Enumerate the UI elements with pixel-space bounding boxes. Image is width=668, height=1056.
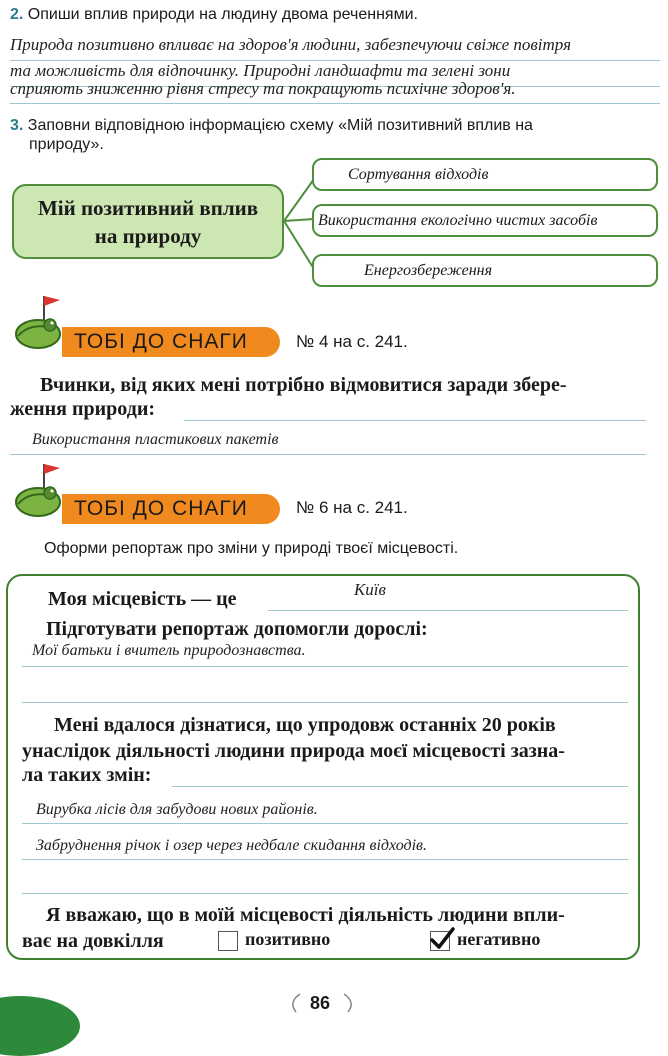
- snagy2-ref: № 6 на с. 241.: [296, 498, 408, 517]
- change-item-1: Вирубка лісів для забудови нових районів.: [36, 801, 318, 818]
- task3-question-line1: Заповни відповідною інформацією схему «Мій позитивний вплив на: [27, 117, 533, 134]
- diagram-branch-2[interactable]: [312, 204, 658, 237]
- task2-number: 2.: [10, 6, 24, 23]
- snagy1-answer: Використання пластикових пакетів: [32, 431, 279, 448]
- diagram-branch-1-text: Сортування відходів: [348, 166, 489, 183]
- opinion-line2: ває на довкілля: [22, 930, 164, 952]
- locality-value: Київ: [354, 580, 386, 599]
- changes-line3: ла таких змін:: [22, 764, 152, 786]
- diagram-center-line2: на природу: [94, 223, 202, 248]
- task2-answer-line-1: Природа позитивно впливає на здоров'я людини, забезпечуючи свіже повітря: [10, 35, 571, 54]
- task2-answer-line-3: сприяють зниженню рівня стресу та покращують психічне здоров'я.: [10, 79, 516, 98]
- snagy1-badge: ТОБІ ДО СНАГИ: [62, 327, 280, 357]
- positive-label: позитивно: [245, 929, 331, 949]
- changes-line1: Мені вдалося дізнатися, що упродовж останніх 20 років: [54, 714, 556, 736]
- page-number: 86: [310, 993, 331, 1013]
- snagy2-badge: ТОБІ ДО СНАГИ: [62, 494, 280, 524]
- diagram-center-box: [12, 184, 284, 259]
- snagy2-instruction: Оформи репортаж про зміни у природі твоєї місцевості.: [44, 540, 459, 557]
- negative-checkbox[interactable]: [430, 931, 450, 951]
- diagram-branch-3[interactable]: [312, 254, 658, 287]
- opinion-line1: Я вважаю, що в моїй місцевості діяльність людини впли-: [46, 904, 565, 926]
- task2-question: [10, 4, 418, 26]
- task3-question: [10, 115, 660, 137]
- diagram-branch-3-text: Енергозбереження: [364, 262, 493, 279]
- corner-leaf-decoration: [0, 996, 80, 1056]
- diagram-center-line1: Мій позитивний вплив: [37, 195, 259, 220]
- beetle-mascot-icon: [10, 292, 68, 354]
- negative-label: негативно: [457, 929, 541, 949]
- task2-question-text: Опиши вплив природи на людину двома реченнями.: [27, 6, 418, 23]
- helpers-value: Мої батьки і вчитель природознавства.: [32, 642, 306, 659]
- checkmark-icon: [429, 926, 455, 952]
- locality-label: Моя місцевість — це: [48, 588, 237, 610]
- diagram-branch-2-text: Використання екологічно чистих засобів: [318, 212, 598, 229]
- positive-checkbox[interactable]: [218, 931, 238, 951]
- snagy1-prompt-line2: ження природи:: [10, 398, 155, 420]
- changes-line2: унаслідок діяльності людини природа моєї місцевості зазна-: [22, 740, 565, 762]
- beetle-mascot-icon: [10, 460, 68, 522]
- snagy1-ref: № 4 на с. 241.: [296, 332, 408, 351]
- task3-number: 3.: [10, 117, 24, 134]
- task2-answer-line-2: та можливість для відпочинку. Природні ландшафти та зелені зони: [10, 61, 511, 80]
- task3-question-line2: природу».: [29, 136, 104, 153]
- change-item-2: Забруднення річок і озер через недбале скидання відходів.: [36, 837, 427, 854]
- helpers-label: Підготувати репортаж допомогли дорослі:: [46, 618, 428, 640]
- diagram-branch-1[interactable]: [312, 158, 658, 191]
- snagy1-prompt-line1: Вчинки, від яких мені потрібно відмовитися заради збере-: [40, 374, 567, 396]
